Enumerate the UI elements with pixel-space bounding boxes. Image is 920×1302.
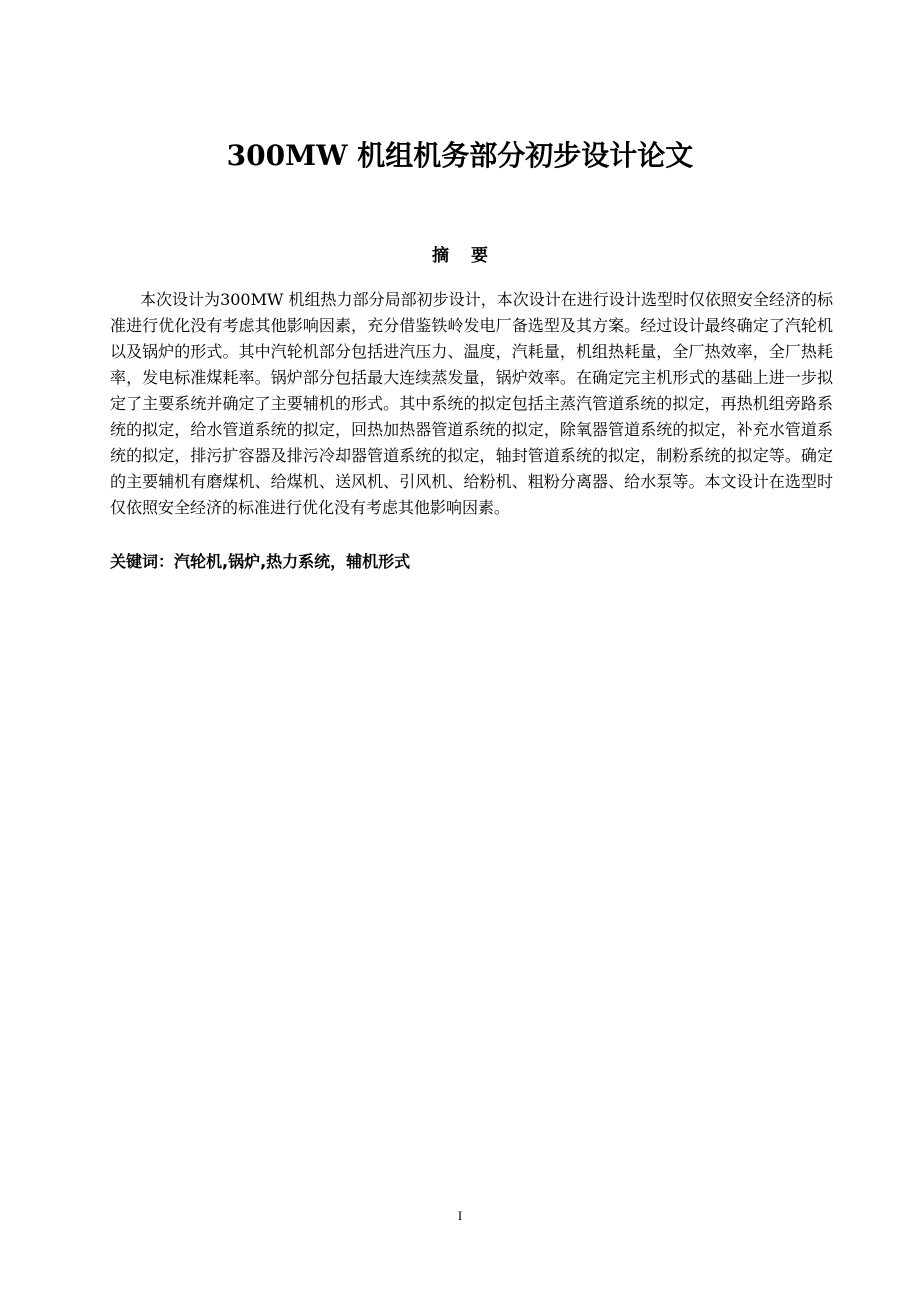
page-number: I [457, 1208, 463, 1223]
keywords-line: 关键词：汽轮机,锅炉,热力系统，辅机形式 [110, 552, 411, 571]
page-title: 300MW 机组机务部分初步设计论文 [226, 139, 694, 172]
abstract-heading: 摘要 [432, 246, 510, 266]
abstract-body: 本次设计为300MW 机组热力部分局部初步设计，本次设计在进行设计选型时仅依照安全经济的标准进行优化没有考虑其他影响因素，充分借鉴铁岭发电厂备选型及其方案。经过设计最终确定了汽轮机以及锅炉的形式。其中汽轮机部分包括进汽压力、温度，汽耗量，机组热耗量，全厂热效率，全厂热耗率，发电标准煤耗率。锅炉部分包括最大连续蒸发量，锅炉效率。在确定完主机形式的基础上进一步拟定了主要系统并确定了主要辅机的形式。其中系统的拟定包括主蒸汽管道系统的拟定，再热机组旁路系统的拟定，给水管道系统的拟定，回热加热器管道系统的拟定，除氧器管道系统的拟定，补充水管道系统的拟定，排污扩容器及排污冷却器管道系统的拟定，轴封管道系统的拟定，制粉系统的拟定等。确定的主要辅机有磨煤机、给煤机、送风机、引风机、给粉机、粗粉分离器、给水泵等。本文设计在选型时仅依照安全经济的标准进行优化没有考虑其他影响因素。 [110, 290, 833, 517]
